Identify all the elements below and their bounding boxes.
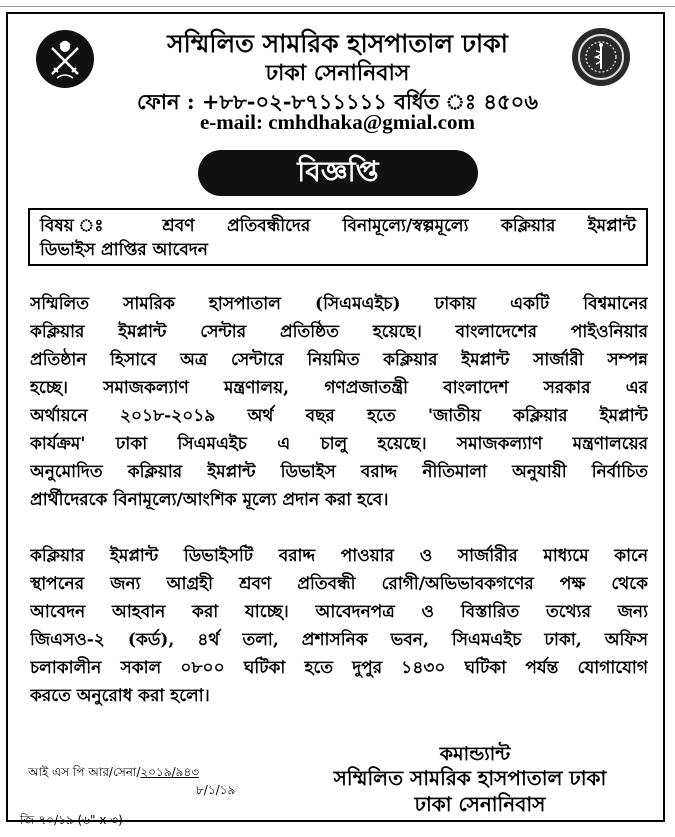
paragraph-line: প্রার্থীদেরকে বিনামূল্যে/আংশিক মূল্যে প্রদান করা হবে।	[30, 490, 389, 510]
signature-title: কমান্ড্যান্ট	[439, 743, 511, 765]
email-line: e-mail: cmhdhaka@gmial.com	[199, 110, 475, 134]
reference-prefix: আই এস পি আর/সেনা/	[28, 765, 141, 779]
paragraph-line: অর্থায়নে ২০১৮-২০১৯ অর্থ বছর হতে 'জাতীয় কক্লিয়ার ইমপ্লান্ট	[30, 406, 648, 426]
subject-box	[28, 208, 648, 266]
hospital-name-heading: সম্মিলিত সামরিক হাসপাতাল ঢাকা	[167, 29, 508, 58]
paragraph-1	[30, 290, 648, 514]
paragraph-line: করতে অনুরোধ করা হলো।	[30, 686, 210, 706]
hospital-location: ঢাকা সেনানিবাস	[265, 60, 410, 86]
notice-title-badge	[198, 150, 478, 196]
paragraph-line: অনুমোদিত কক্লিয়ার ইমপ্লান্ট ডিভাইস বরাদ্দ নীতিমালা অনুযায়ী নির্বাচিত	[30, 462, 648, 482]
paragraph-line: আবেদন আহবান করা যাচ্ছে। আবেদনপত্র ও বিস্তারিত তথ্যের জন্য	[30, 602, 648, 622]
phone-line: ফোন : +৮৮-০২-৮৭১১১১১ বর্ধিত ঃ ৪৫০৬	[137, 89, 538, 114]
paragraph-line: হচ্ছে। সমাজকল্যাণ মন্ত্রণালয়, গণপ্রজাতন্ত্রী বাংলাদেশ সরকার এর	[30, 378, 648, 398]
footer-code: জি-৭০/১৯ (৬" x ৩)	[20, 813, 123, 827]
cropped-top-strip	[0, 0, 675, 7]
paragraph-line: স্থাপনের জন্য আগ্রহী শ্রবণ প্রতিবন্ধী রোগী/অভিভাবকগণের পক্ষ থেকে	[30, 574, 648, 594]
subject-line-2: ডিভাইস প্রাপ্তির আবেদন	[40, 240, 208, 260]
paragraph-line: সম্মিলিত সামরিক হাসপাতাল (সিএমএইচ) ঢাকায় একটি বিশ্বমানের	[30, 294, 648, 314]
signature-location: ঢাকা সেনানিবাস	[414, 792, 546, 816]
reference-number	[28, 764, 199, 784]
signature-hospital: সম্মিলিত সামরিক হাসপাতাল ঢাকা	[333, 766, 607, 790]
paragraph-2	[30, 542, 648, 710]
paragraph-line: কার্যক্রম' ঢাকা সিএমএইচ এ চালু হয়েছে। সমাজকল্যাণ মন্ত্রণালয়ের	[30, 434, 648, 454]
paragraph-line: কক্লিয়ার ইমপ্লান্ট ডিভাইসটি বরাদ্দ পাওয়ার ও সার্জারীর মাধ্যমে কানে	[30, 546, 648, 566]
reference-code: ২০১৯/৯৪৩	[140, 765, 200, 779]
paragraph-line: কক্লিয়ার ইমপ্লান্ট সেন্টার প্রতিষ্ঠিত হয়েছে। বাংলাদেশের পাইওনিয়ার	[30, 322, 648, 342]
subject-line-1: বিষয় ঃ শ্রবণ প্রতিবন্ধীদের বিনামূল্যে/স্বল্পমূল্যে কক্লিয়ার ইমপ্লান্ট	[40, 216, 636, 236]
paragraph-line: চলাকালীন সকাল ০৮০০ ঘটিকা হতে দুপুর ১৪৩০ ঘটিকা পর্যন্ত যোগাযোগ	[30, 658, 648, 678]
notice-title: বিজ্ঞপ্তি	[297, 154, 379, 188]
reference-date: ৮/১/১৯	[196, 783, 236, 797]
paragraph-line: জিএসও-২ (কর্ড), ৪র্থ তলা, প্রশাসনিক ভবন, সিএমএইচ ঢাকা, অফিস	[30, 630, 648, 650]
paragraph-line: প্রতিষ্ঠান হিসাবে অত্র সেন্টারে নিয়মিত কক্লিয়ার ইমপ্লান্ট সার্জারী সম্পন্ন	[30, 350, 648, 370]
